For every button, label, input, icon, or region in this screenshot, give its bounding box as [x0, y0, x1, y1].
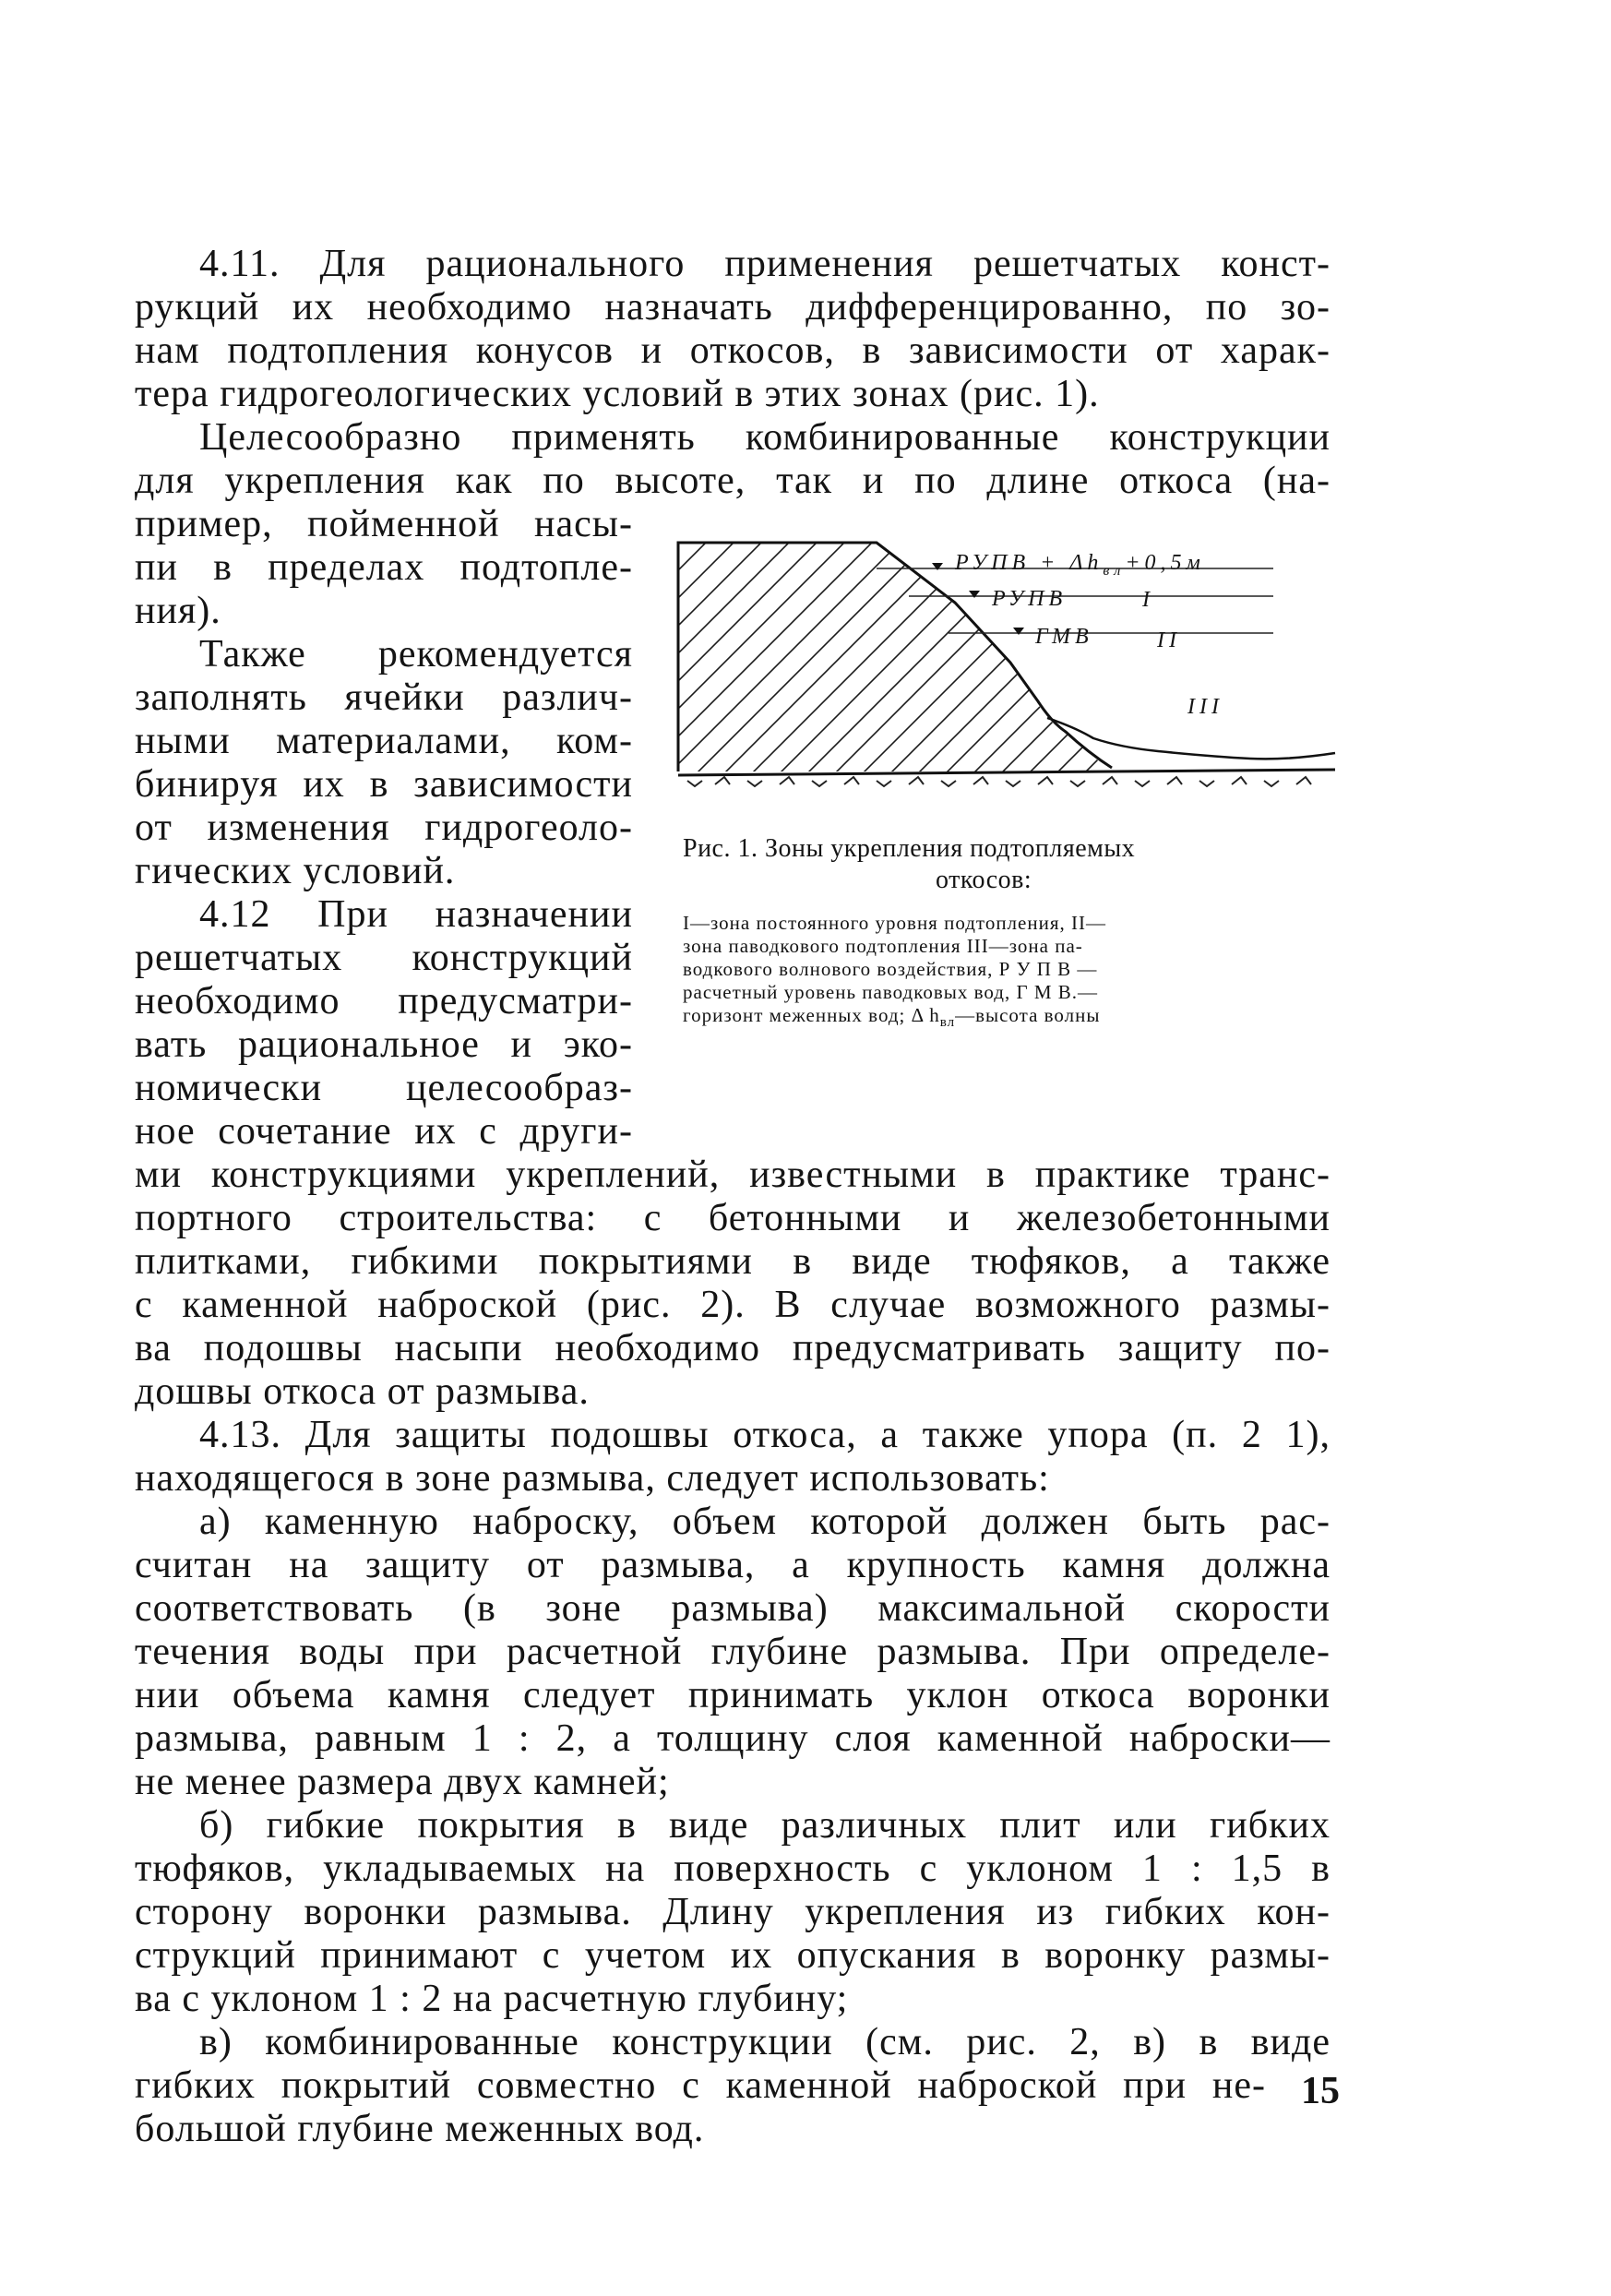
text-line: 4.12 При назначении	[199, 893, 633, 936]
figure-legend-line: I—зона постоянного уровня подтопления, II—	[683, 912, 1106, 934]
zone-label-3: III	[1187, 695, 1223, 719]
level-label-top-text: РУПВ + Δh	[955, 551, 1104, 575]
zone-label-1: I	[1142, 588, 1154, 612]
text-line: с каменной наброской (рис. 2). В случае возможного размы-	[135, 1284, 1331, 1326]
legend-text: горизонт меженных вод; Δ h	[683, 1004, 940, 1026]
text-line: дошвы откоса от размыва.	[135, 1370, 590, 1413]
level-label-gmv: ГМВ	[1035, 625, 1093, 649]
text-line: портного строительства: с бетонными и железобетонными	[135, 1197, 1331, 1239]
text-line: находящегося в зоне размыва, следует использовать:	[135, 1457, 1050, 1500]
text-line: ния).	[135, 590, 221, 632]
text-line: большой глубине меженных вод.	[135, 2108, 705, 2150]
text-line: течения воды при расчетной глубине размыва. При определе-	[135, 1631, 1331, 1673]
text-line: номически целесообраз-	[135, 1067, 633, 1109]
text-line: Также рекомендуется	[199, 633, 633, 676]
text-line: ными материалами, ком-	[135, 720, 633, 762]
text-line: тюфяков, укладываемых на поверхность с уклоном 1 : 1,5 в	[135, 1848, 1331, 1890]
text-line: вать рациональное и эко-	[135, 1023, 633, 1066]
text-line: б) гибкие покрытия в виде различных плит или гибких	[199, 1804, 1331, 1847]
text-line: соответствовать (в зоне размыва) максимальной скорости	[135, 1587, 1331, 1630]
text-line: 4.13. Для защиты подошвы откоса, а также упора (п. 2 1),	[199, 1414, 1331, 1456]
text-line: ми конструкциями укреплений, известными в практике транс-	[135, 1154, 1331, 1196]
level-label-top-tail: +0,5м	[1125, 551, 1205, 575]
text-line: ное сочетание их с други-	[135, 1110, 633, 1153]
text-line: размыва, равным 1 : 2, а толщину слоя каменной наброски—	[135, 1717, 1331, 1760]
figure-legend-line	[683, 1004, 1100, 1034]
text-line: тера гидрогеологических условий в этих зонах (рис. 1).	[135, 373, 1100, 415]
ground-hatching	[678, 770, 1335, 775]
text-line: плитками, гибкими покрытиями в виде тюфяков, а также	[135, 1240, 1331, 1283]
zone-label-2: II	[1157, 628, 1181, 652]
text-line: бинируя их в зависимости	[135, 763, 633, 806]
text-line: ва с уклоном 1 : 2 на расчетную глубину;	[135, 1978, 849, 2020]
level-label-top-sub: вл	[1103, 562, 1126, 579]
text-line: заполнять ячейки различ-	[135, 676, 633, 719]
figure-caption: Рис. 1. Зоны укрепления подтопляемых	[683, 834, 1136, 863]
text-line: струкций принимают с учетом их опускания в воронку размы-	[135, 1934, 1331, 1977]
text-line: для укрепления как по высоте, так и по длине откоса (на-	[135, 460, 1331, 502]
page-number: 15	[1301, 2070, 1340, 2112]
text-line: пи в пределах подтопле-	[135, 546, 633, 589]
text-line: ва подошвы насыпи необходимо предусматривать защиту по-	[135, 1327, 1331, 1369]
text-line: в) комбинированные конструкции (см. рис. 2, в) в виде	[199, 2021, 1331, 2063]
figure-legend-line: зона паводкового подтопления III—зона па-	[683, 935, 1083, 957]
text-line: нам подтопления конусов и откосов, в зависимости от харак-	[135, 329, 1331, 372]
text-line: рукций их необходимо назначать дифференцированно, по зо-	[135, 286, 1331, 329]
level-label-top	[955, 550, 1205, 584]
text-line: а) каменную наброску, объем которой должен быть рас-	[199, 1501, 1331, 1543]
text-line: необходимо предусматри-	[135, 980, 633, 1022]
figure-legend-line: водкового волнового воздействия, Р У П В —	[683, 958, 1098, 980]
figure-caption-cont: откосов:	[936, 866, 1032, 894]
text-line: не менее размера двух камней;	[135, 1761, 670, 1803]
text-line: гических условий.	[135, 850, 456, 892]
text-line: пример, пойменной насы-	[135, 503, 633, 545]
text-line: считан на защиту от размыва, а крупность камня должна	[135, 1544, 1331, 1586]
ground-texture	[687, 777, 1311, 786]
text-line: от изменения гидрогеоло-	[135, 807, 633, 849]
text-line: сторону воронки размыва. Длину укрепления из гибких кон-	[135, 1891, 1331, 1933]
text-line: решетчатых конструкций	[135, 937, 633, 979]
figure-legend-line: расчетный уровень паводковых вод, Г М В.—	[683, 981, 1099, 1003]
text-line: гибких покрытий совместно с каменной наброской при не-	[135, 2064, 1266, 2107]
text-line: 4.11. Для рационального применения решетчатых конст-	[199, 243, 1331, 285]
text-line: Целесообразно применять комбинированные конструкции	[199, 416, 1331, 459]
legend-text-tail: —высота волны	[955, 1004, 1101, 1026]
legend-sub: вл	[939, 1015, 956, 1031]
level-label-rupv: РУПВ	[992, 587, 1068, 611]
text-line: нии объема камня следует принимать уклон откоса воронки	[135, 1674, 1331, 1716]
